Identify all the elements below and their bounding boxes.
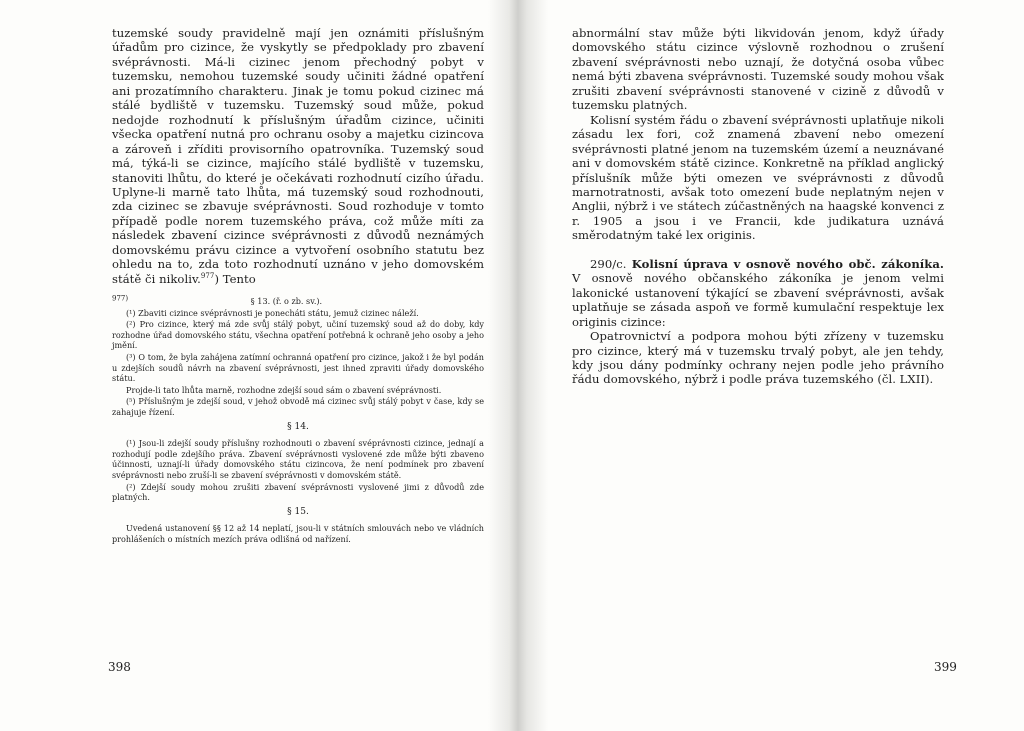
right-paragraph: Opatrovnictví a podpora mohou býti zřízeny v tuzemsku pro cizince, který má v tuzemsku trvalý pobyt, ale jen tehdy, kdy jsou dány podmínky ochrany nejen podle jeho právního řádu domovského, nýbrž i podle práva tuzemského (čl. LXII). [572,329,944,387]
note: (¹) Zbaviti cizince svéprávnosti je ponecháti státu, jemuž cizinec náleží. [126,307,419,318]
right-paragraph: Kolisní systém řádu o zbavení svéprávnosti uplatňuje nikoli zásadu lex fori, což znamená zbavení nebo omezení svéprávnosti platné jenom na tuzemském území a neuznávané ani v domovském státě cizince. Konkretně na příklad anglický příslušník může býti omezen ve svéprávnosti z důvodů marnotratnosti, avšak toto omezení bude neplatným nejen v Anglii, nýbrž i ve státech zúčastněných na haagské konvenci z r. 1905 a jsou i ve Francii, kde judikatura uznává směrodatným také lex originis. [572,112,944,243]
left-footnotes [112,296,484,545]
note: (²) Zdejší soudy mohou zrušiti zbavení svéprávnosti vyslovené jimi z důvodů zde platných. [112,481,484,503]
note: (⁵) Příslušným je zdejší soud, v jehož obvodě má cizinec svůj stálý pobyt v čase, kdy se zahajuje řízení. [112,396,484,417]
note: (¹) Jsou-li zdejší soudy příslušny rozhodnouti o zbavení svéprávnosti cizince, jednají a rozhodují podle zdejšího práva. Zbavení svéprávnosti vyslovené zde může býti zbaveno účinnosti, uznají-li úřady domovského státu cizincova, že není podmínek pro zbavení svéprávnosti nebo zruší-li se zbavení svéprávnosti v domovském státě. [112,438,484,480]
note: (²) Pro cizince, který má zde svůj stálý pobyt, učiní tuzemský soud až do doby, kdy rozhodne úřad domovského státu, všechna opatření potřebná k ochraně jeho osoby a jeho jmění. [112,319,484,351]
left-body-text [112,26,484,286]
sec14-title: § 14. [287,421,309,432]
right-paragraph: abnormální stav může býti likvidován jenom, když úřady domovského státu cizince výslovně rozhodnou o zrušení zbavení svéprávnosti nebo uznají, že dotyčná osoba vůbec nemá býti zbavena svéprávnosti. Tuzemské soudy mohou však zrušiti zbavení svéprávnosti stanovené v cizině z důvodů v tuzemsku platných. [572,26,944,113]
section-heading: 290/c. Kolisní úprava v osnově nového obč. zákoníka. V osnově nového občanského zákoníka je jenom velmi lakonické ustanovení týkající se zbavení svéprávnosti, avšak uplatňuje se zásada aspoň ve formě kumulační respektuje lex originis cizince: [572,256,944,329]
right-page [512,0,1024,731]
page-number-right: 399 [934,660,957,674]
right-body-text [572,26,944,387]
note: Projde-li tato lhůta marně, rozhodne zdejší soud sám o zbavení svéprávnosti. [126,384,442,395]
sec15-title: § 15. [287,506,309,517]
sec13-title: § 13. (ř. o zb. sv.). [250,296,323,306]
footnote-line: 977) § 13. (ř. o zb. sv.). [112,294,323,306]
footnote-ref: 977 [200,271,215,280]
page-number-left: 398 [108,660,131,674]
note: Uvedená ustanovení §§ 12 až 14 neplatí, jsou-li v státních smlouvách nebo ve vládních prohlášeních o místních mezích práva odlišná od nařízení. [112,523,484,544]
note: (³) O tom, že byla zahájena zatímní ochranná opatření pro cizince, jakož i že byl podán u zdejších soudů návrh na zbavení svéprávnosti, jest ihned zpraviti úřady domovského státu. [112,351,484,384]
left-paragraph: tuzemské soudy pravidelně mají jen oznámiti příslušným úřadům pro cizince, že vyskytly se předpoklady pro zbavení svéprávnosti. Má-li cizinec jenom přechodný pobyt v tuzemsku, nemohou tuzemské soudy učiniti žádné opatření ani prozatímního charakteru. Jinak je tomu pokud cizinec má stálé bydliště v tuzemsku. Tuzemský soud může, pokud nedojde rozhodnutí k příslušným úřadům cizince, učiniti všecka opatření nutná pro ochranu osoby a majetku cizincova a zároveň i zříditi provisorního opatrovníka. Tuzemský soud má, týká-li se cizince, majícího stálé bydliště v tuzemsku, stanoviti lhůtu, do které je očekávati rozhodnutí cizího úřadu. Uplyne-li marně tato lhůta, má tuzemský soud rozhodnouti, zda cizinec se zbavuje svéprávnosti. Soud rozhoduje v tomto případě podle norem tuzemského práva, což může míti za následek zbavení cizince svéprávnosti z důvodů neznámých domovskému právu cizince a vytvoření osobního statutu bez ohledu na to, zda toto rozhodnutí uznáno v jeho domovském státě či nikoliv.$^{977}$) Tento [112,26,484,286]
